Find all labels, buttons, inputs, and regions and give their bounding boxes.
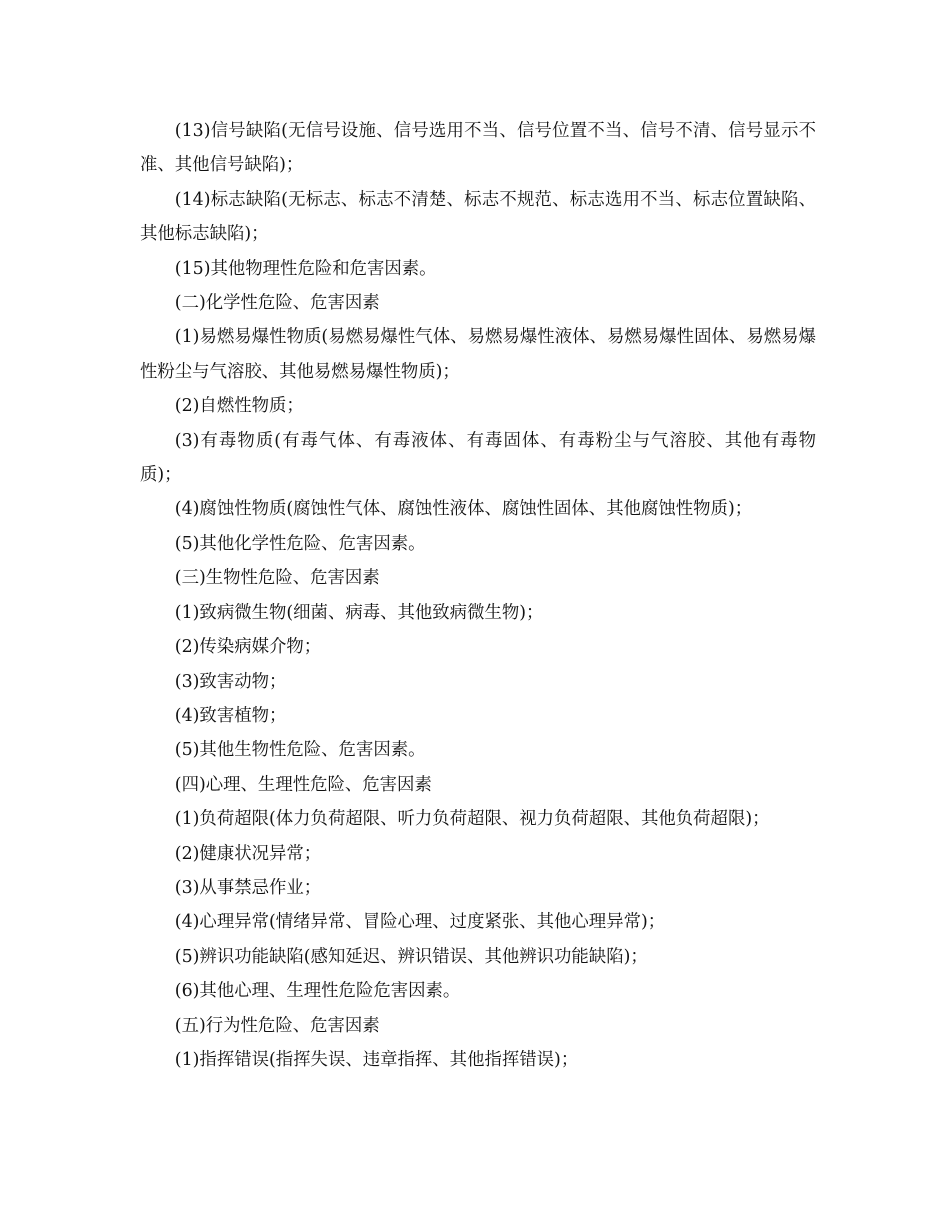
paragraph-other-physical-hazards: (15)其他物理性危险和危害因素。	[174, 258, 437, 279]
document-body	[140, 114, 816, 1077]
paragraph-abnormal-health: (2)健康状况异常；	[174, 843, 322, 864]
paragraph-contraindicated-work: (3)从事禁忌作业；	[174, 877, 322, 898]
paragraph-identification-defects: (5)辨识功能缺陷(感知延迟、辨识错误、其他辨识功能缺陷)；	[174, 946, 648, 967]
section-heading-biological: (三)生物性危险、危害因素	[174, 568, 380, 589]
section-heading-psychological-physiological: (四)心理、生理性危险、危害因素	[174, 774, 432, 795]
paragraph-signal-defects: (13)信号缺陷(无信号设施、信号选用不当、信号位置不当、信号不清、信号显示不准、其他信号缺陷)；	[140, 121, 816, 176]
paragraph-command-errors: (1)指挥错误(指挥失误、违章指挥、其他指挥错误)；	[174, 1049, 579, 1070]
paragraph-corrosive-substances: (4)腐蚀性物质(腐蚀性气体、腐蚀性液体、腐蚀性固体、其他腐蚀性物质)；	[174, 499, 753, 520]
paragraph-psychological-abnormality: (4)心理异常(情绪异常、冒险心理、过度紧张、其他心理异常)；	[174, 912, 666, 933]
paragraph-disease-vectors: (2)传染病媒介物；	[174, 637, 322, 658]
paragraph-spontaneous-combustion: (2)自燃性物质；	[174, 396, 304, 417]
paragraph-harmful-animals: (3)致害动物；	[174, 671, 287, 692]
paragraph-load-exceeded: (1)负荷超限(体力负荷超限、听力负荷超限、视力负荷超限、其他负荷超限)；	[174, 809, 770, 830]
paragraph-other-biological-hazards: (5)其他生物性危险、危害因素。	[174, 740, 426, 761]
paragraph-pathogenic-microorganisms: (1)致病微生物(细菌、病毒、其他致病微生物)；	[174, 602, 544, 623]
paragraph-sign-defects: (14)标志缺陷(无标志、标志不清楚、标志不规范、标志选用不当、标志位置缺陷、其他标志缺陷)；	[140, 189, 816, 245]
paragraph-other-chemical-hazards: (5)其他化学性危险、危害因素。	[174, 533, 426, 554]
paragraph-other-psychological-hazards: (6)其他心理、生理性危险危害因素。	[174, 981, 461, 1002]
paragraph-toxic-substances: (3)有毒物质(有毒气体、有毒液体、有毒固体、有毒粉尘与气溶胶、其他有毒物质)；	[140, 430, 816, 486]
section-heading-behavioral: (五)行为性危险、危害因素	[174, 1015, 380, 1036]
paragraph-harmful-plants: (4)致害植物；	[174, 705, 287, 726]
paragraph-flammable-explosive: (1)易燃易爆性物质(易燃易爆性气体、易燃易爆性液体、易燃易爆性固体、易燃易爆性粉尘与气溶胶、其他易燃易爆性物质)；	[140, 327, 816, 382]
section-heading-chemical: (二)化学性危险、危害因素	[174, 293, 380, 314]
